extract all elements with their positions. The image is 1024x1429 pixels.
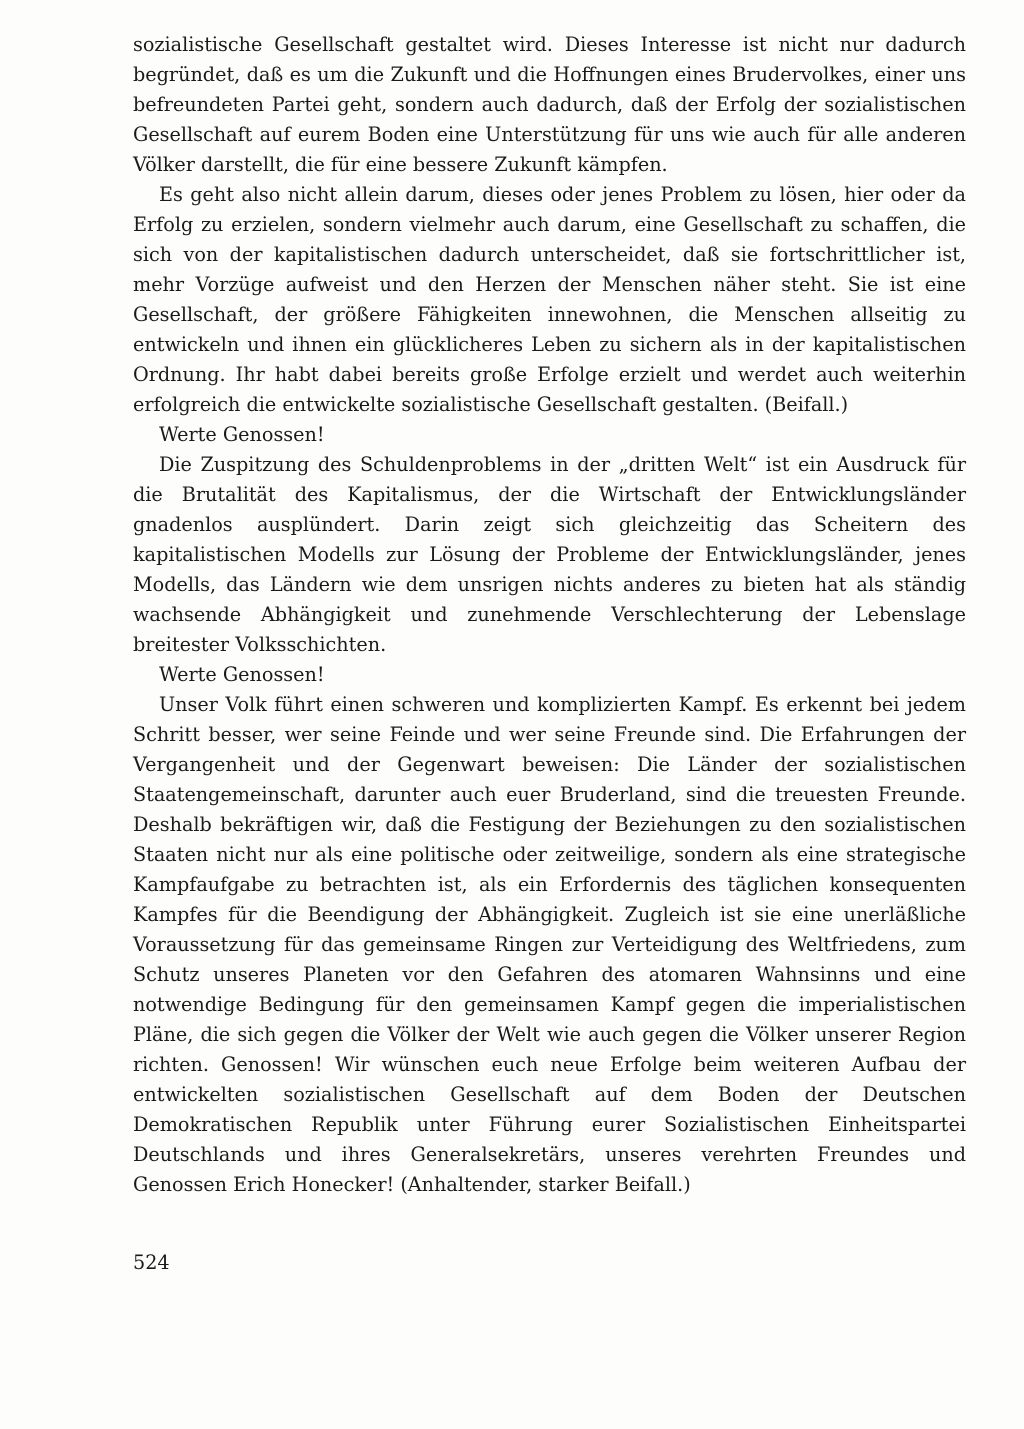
paragraph-struggle: Unser Volk führt einen schweren und komplizierten Kampf. Es erkennt bei jedem Schritt besser, wer seine Feinde und wer seine Freunde sind. Die Erfahrungen der Vergangenheit und der Gegenwart beweisen: Die Länder der sozialistischen Staatengemeinschaft, darunter auch euer Bruderland, sind die treuesten Freunde. Deshalb bekräftigen wir, daß die Festigung der Beziehungen zu den sozialistischen Staaten nicht nur als eine politische oder zeitweilige, sondern als eine strategische Kampfaufgabe zu betrachten ist, als ein Erfordernis des täglichen konsequenten Kampfes für die Beendigung der Abhängigkeit. Zugleich ist sie eine unerläßliche Voraussetzung für das gemeinsame Ringen zur Verteidigung des Weltfriedens, zum Schutz unseres Planeten vor den Gefahren des atomaren Wahnsinns und eine notwendige Bedingung für den gemeinsamen Kampf gegen die imperialistischen Pläne, die sich gegen die Völker der Welt wie auch gegen die Völker unserer Region richten. Genossen! Wir wünschen euch neue Erfolge beim weiteren Aufbau der entwickelten sozialistischen Gesellschaft auf dem Boden der Deutschen Demokratischen Republik unter Führung eurer Sozialistischen Einheitspartei Deutschlands und ihres Generalsekretärs, unseres verehrten Freundes und Genossen Erich Honecker! (Anhaltender, starker Beifall.) bbox=[133, 693, 966, 1196]
page-number: 524 bbox=[133, 1251, 170, 1274]
paragraph-continuation: sozialistische Gesellschaft gestaltet wird. Dieses Interesse ist nicht nur dadurch begründet, daß es um die Zukunft und die Hoffnungen eines Brudervolkes, einer uns befreundeten Partei geht, sondern auch dadurch, daß der Erfolg der sozialistischen Gesellschaft auf eurem Boden eine Unterstützung für uns wie auch für alle anderen Völker darstellt, die für eine bessere Zukunft kämpfen. bbox=[133, 33, 966, 176]
salutation: Werte Genossen! bbox=[159, 663, 325, 686]
paragraph-debt-problem: Die Zuspitzung des Schuldenproblems in der „dritten Welt“ ist ein Ausdruck für die Brutalität des Kapitalismus, der die Wirtschaft der Entwicklungsländer gnadenlos ausplündert. Darin zeigt sich gleichzeitig das Scheitern des kapitalistischen Modells zur Lösung der Probleme der Entwicklungsländer, jenes Modells, das Ländern wie dem unsrigen nichts anderes zu bieten hat als ständig wachsende Abhängigkeit und zunehmende Verschlechterung der Lebenslage breitester Volksschichten. bbox=[133, 453, 966, 656]
paragraph-society: Es geht also nicht allein darum, dieses oder jenes Problem zu lösen, hier oder da Erfolg zu erzielen, sondern vielmehr auch darum, eine Gesellschaft zu schaffen, die sich von der kapitalistischen dadurch unterscheidet, daß sie fortschrittlicher ist, mehr Vorzüge aufweist und den Herzen der Menschen näher steht. Sie ist eine Gesellschaft, der größere Fähigkeiten innewohnen, die Menschen allseitig zu entwickeln und ihnen ein glücklicheres Leben zu sichern als in der kapitalistischen Ordnung. Ihr habt dabei bereits große Erfolge erzielt und werdet auch weiterhin erfolgreich die entwickelte sozialistische Gesellschaft gestalten. (Beifall.) bbox=[133, 183, 966, 416]
salutation: Werte Genossen! bbox=[159, 423, 325, 446]
body-text bbox=[133, 30, 966, 1200]
